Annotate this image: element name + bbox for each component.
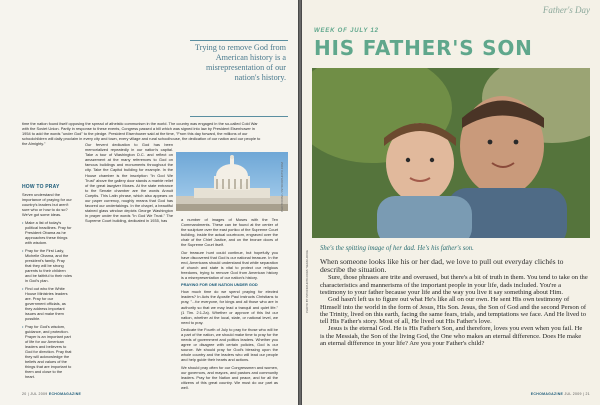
col3-subhead: PRAYING FOR ONE NATION UNDER GOD (181, 282, 258, 288)
father-son-photo-icon (312, 68, 590, 238)
left-page (0, 0, 298, 405)
photo-caption: She's the spitting image of her dad. He's his father's son. (320, 245, 474, 252)
body-paragraph: Sure, those phrases are trite and overused, but there's a bit of truth in them. You tend to take on the characteristics and mannerisms of the important people in your life, dads included. You're a testimony to your father because your life and the way you live it say something about Him. (320, 274, 588, 296)
magazine-name-right: ECHOMAGAZINE (530, 392, 564, 396)
section-title: Father's Day (542, 5, 590, 15)
right-page (302, 0, 600, 405)
article-body (320, 255, 588, 347)
col3-paragraph: We should pray often for our Congressmen and women, our governors, and mayors, and pastors and community leaders. Pray for the Nation and peace, and for all the citizens of this great country. We must do our part as well. (181, 364, 278, 390)
column-3-text (181, 157, 278, 390)
photo-credit-right: PHOTO BY ISTOCKPHOTO.COM / SEAN LOCKE (305, 250, 309, 313)
father-son-photo (312, 68, 590, 238)
intro-paragraph: time the nation found itself opposing the spread of atheistic communism in the world. The country was engaged in the so-called Cold War with the Soviet Union. Partly in response to these events, Congress passed a bill which was signed into law by President Eisenhower in 1954 to add the words "under God" to the pledge. President Eisenhower said at the time, "From this day forward, the millions of our schoolchildren will daily proclaim in every city and town, every village and rural schoolhouse, the dedication of our nation and our people to the Almighty." (22, 121, 261, 147)
col3-paragraph: Our treasure hunt could continue, but hopefully you have discovered that God is our national treasure. In the end, Americans should understand that while separation of church and state is vital to protect our religious freedoms, trying to remove God from American history is a misrepresentation of our nation's history. (181, 249, 278, 281)
left-footer: 20 | JUL 2009 ECHOMAGAZINE (22, 392, 82, 396)
magazine-name-left: ECHOMAGAZINE (48, 392, 82, 396)
right-footer: ECHOMAGAZINE JUL 2009 | 21 (530, 392, 590, 396)
body-paragraph: God hasn't left us to figure out what He's like all on our own. He sent His own testimony of Himself into the world in the form of Jesus, His Son. Jesus, the Son of God and the second Person of the Trinity, lived on this earth, facing the same fears, trials, and temptations we face. And He lived to tell His Father's story. Most of all, He lived out His Father's love. (320, 296, 587, 326)
pull-quote-top-rule (190, 40, 288, 41)
sidebar-item: • Pray for God's wisdom, guidance, and protection. Prayer is an important part of life for our American leaders and believers to God for direction. Pray that they will acknowledge the beliefs and values of the things that are important to them and close to the heart. (22, 324, 72, 379)
article-headline: HIS FATHER'S SON (314, 36, 533, 60)
photo-credit-left: PHOTODISC / ISTOCKPHOTO.COM (280, 162, 284, 212)
sidebar-item: • Find out who the White House Ministries leaders are. Pray for our government officials, as they address important issues and make them possible. (22, 286, 72, 321)
how-to-pray-sidebar (22, 184, 72, 382)
page-number-right: 21 (585, 392, 590, 396)
body-paragraph: Jesus is the eternal God. He is His Father's Son, and therefore, loves you even when you fail. He is the Messiah, the Son of the living God, the One who makes an eternal difference. Does He make an eternal difference in your life? Are you your Father's child? (320, 325, 583, 348)
sidebar-intro: Seven understand the importance of praying for our country's leaders but aren't sure who or how to do so? We've got some ideas. (22, 192, 72, 217)
issue-date-left: JUL 2009 (30, 392, 48, 396)
lead-paragraph: When someone looks like his or her dad, we love to pull out everyday clichés to describe the situation. (320, 257, 564, 275)
col3-paragraph: Dedicate the Fourth of July to pray for those who will be a part of the nation, we should make time to pray for the needs of government and politics leaders. Whether you agree or disagree with certain policies, God is our source. We should pray for God's blessing upon the whole country and the leaders who will lead our people and help guide their hearts and actions. (181, 326, 278, 363)
sidebar-item: • Make a list of today's political headlines. Pray for President Obama as he approaches these things with wisdom. (22, 220, 72, 245)
sidebar-title: HOW TO PRAY (22, 184, 60, 190)
pull-quote-bottom-rule (190, 116, 288, 117)
col3-paragraph: a number of images of Moses with the Ten Commandments. These can be found at the center of the sculpture over the east portico of the Supreme Court building, inside the actual courtroom, engraved over the chair of the Chief Justice, and on the bronze doors of the Supreme Court itself. (181, 217, 278, 248)
page-number-left: 20 (22, 392, 27, 396)
sidebar-list (22, 220, 72, 379)
column-2-text: Our fervent dedication to God has been memorialized repeatedly in our nation's capital. Take a tour of Washington D.C. and reflect on amazement at the many references to God on famous buildings and monuments throughout the city. Take the Capitol building for example. In the House chamber is the inscription "In God We Trust" above the gallery door stands a marble relief of the great lawgiver Moses. At the state entrance to the Senate chamber are the words Annuit Coeptis. This Latin phrase, which also appears on our paper currency, roughly means that God has favored our undertakings. In the chapel, a beautiful stained glass window depicts George Washington in prayer under the words "In God We Trust." The Supreme Court building, dedicated in 1935, has (85, 142, 173, 224)
col3-paragraph: How much time do we spend praying for elected leaders? In Acts the Apostle Paul instructs Christians to pray, "...for everyone, for kings and all those who are in authority so that we may lead a tranquil and quiet life." (1 Tim. 2:1-2a). Whether or approve of this list our nation, whether at the local, state, or national level, we need to pray. (181, 289, 278, 325)
sidebar-item: • Pray for the First Lady, Michelle Obama, and the president's family. Pray that they will be strong parents to their children and be faithful to their roles in God's plan. (22, 248, 72, 283)
issue-date-right: JUL 2009 (564, 392, 582, 396)
pull-quote: Trying to remove God from American history is a misrepresentation of our nation's history. (194, 43, 286, 82)
week-label: WEEK OF JULY 12 (314, 28, 379, 34)
